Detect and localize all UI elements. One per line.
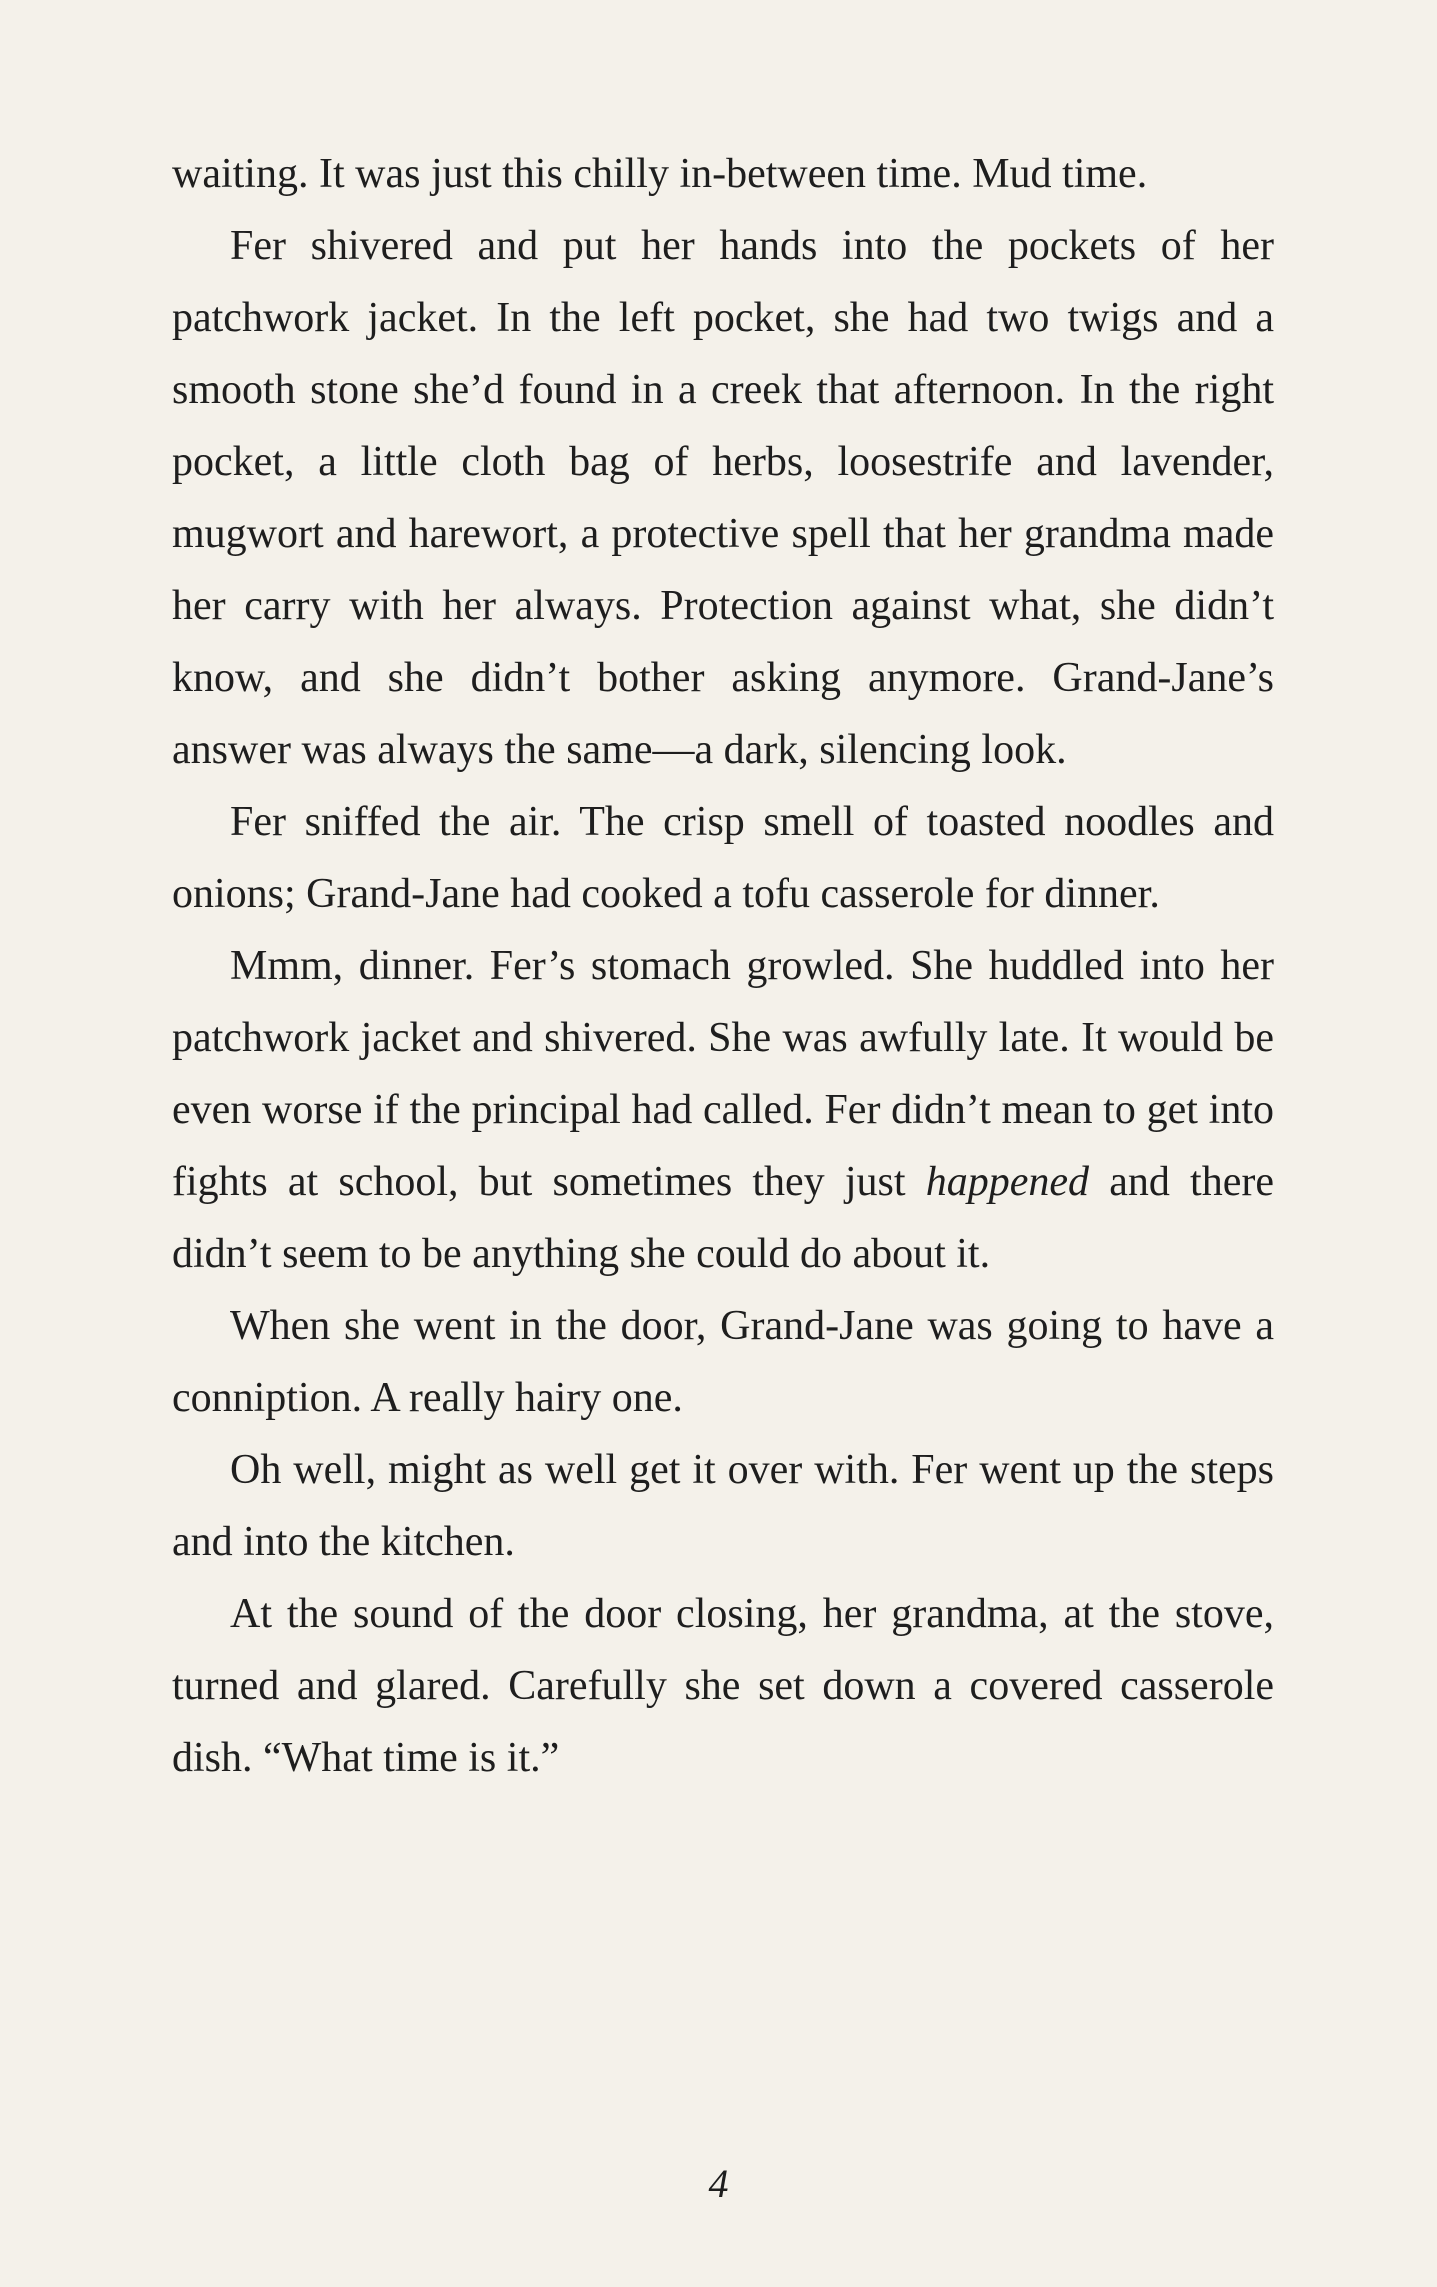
body-text [172,138,1274,1794]
paragraph-4-before: Mmm, dinner. Fer’s stomach growled. She huddled into her patchwork jacket and shivered. She was awfully late. It would be even worse if the principal had called. Fer didn’t mean to get into fights at school, but sometimes they just [172,943,1274,1205]
paragraph-4-emphasis: happened [925,1159,1090,1205]
paragraph-1: waiting. It was just this chilly in-between time. Mud time. [172,151,1148,197]
paragraph-4-after: and there didn’t seem to be anything she could do about it. [172,1159,1274,1277]
paragraph-6: Oh well, might as well get it over with. Fer went up the steps and into the kitchen. [172,1447,1274,1565]
paragraph-3: Fer sniffed the air. The crisp smell of toasted noodles and onions; Grand-Jane had cooked a tofu casserole for dinner. [172,799,1274,917]
paragraph-7: At the sound of the door closing, her grandma, at the stove, turned and glared. Carefully she set down a covered casserole dish. “What time is it.” [172,1591,1274,1781]
paragraph-4 [172,930,1274,1290]
page-number: 4 [708,2161,729,2206]
paragraph-2: Fer shivered and put her hands into the pockets of her patchwork jacket. In the left pocket, she had two twigs and a smooth stone she’d found in a creek that afternoon. In the right pocket, a little cloth bag of herbs, loosestrife and lavender, mugwort and harewort, a protective spell that her grandma made her carry with her always. Protection against what, she didn’t know, and she didn’t bother asking anymore. Grand-Jane’s answer was always the same—a dark, silencing look. [172,223,1274,773]
paragraph-5: When she went in the door, Grand-Jane was going to have a conniption. A really hairy one. [172,1303,1274,1421]
